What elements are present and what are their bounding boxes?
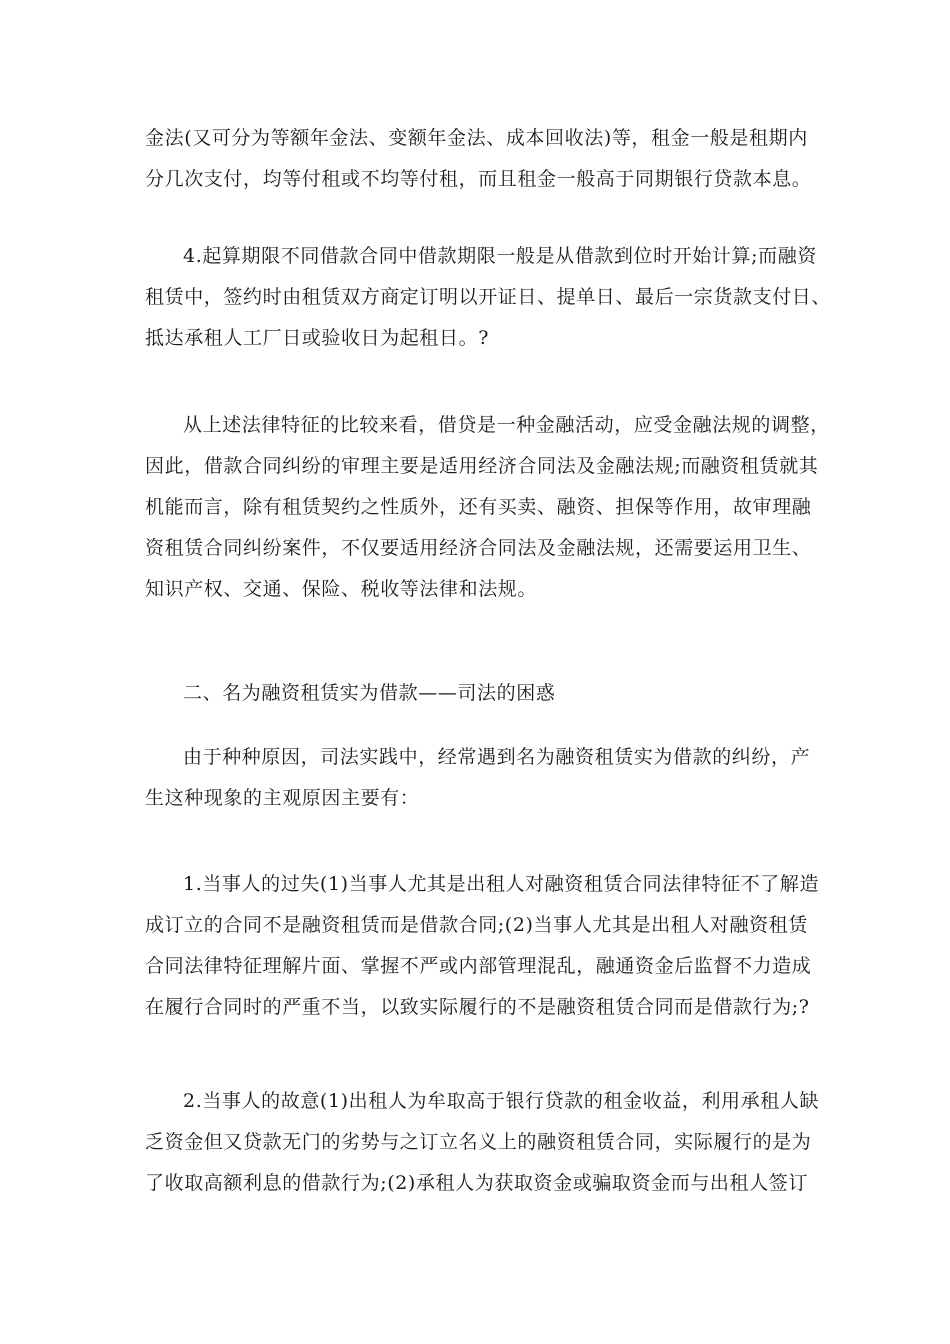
- paragraph-start-period: [145, 236, 832, 359]
- section-heading: [145, 673, 810, 714]
- text-line: 1.当事人的过失(1)当事人尤其是出租人对融资租赁合同法律特征不了解造: [183, 873, 820, 895]
- text-line: 知识产权、交通、保险、税收等法律和法规。: [145, 578, 538, 600]
- paragraph-causes-intro: [145, 737, 810, 819]
- text-line: 从上述法律特征的比较来看，借贷是一种金融活动，应受金融法规的调整，: [183, 414, 830, 436]
- text-line: 租赁中，签约时由租赁双方商定订明以开证日、提单日、最后一宗货款支付日、: [145, 286, 832, 308]
- text-line: 4.起算期限不同借款合同中借款期限一般是从借款到位时开始计算;而融资: [183, 245, 817, 267]
- text-line: 乏资金但又贷款无门的劣势与之订立名义上的融资租赁合同，实际履行的是为: [145, 1131, 812, 1153]
- text-line: 由于种种原因，司法实践中，经常遇到名为融资租赁实为借款的纠纷，产: [183, 746, 811, 768]
- text-line: 2.当事人的故意(1)出租人为牟取高于银行贷款的租金收益，利用承租人缺: [183, 1090, 820, 1112]
- text-line: 了收取高额利息的借款行为;(2)承租人为获取资金或骗取资金而与出租人签订: [145, 1172, 808, 1194]
- text-line: 成订立的合同不是融资租赁而是借款合同;(2)当事人尤其是出租人对融资租赁: [145, 914, 808, 936]
- paragraph-annuity-method: [145, 118, 810, 200]
- heading-line: 二、名为融资租赁实为借款——司法的困惑: [183, 682, 556, 704]
- text-line: 在履行合同时的严重不当，以致实际履行的不是融资租赁合同而是借款行为;?: [145, 996, 810, 1018]
- text-line: 金法(又可分为等额年金法、变额年金法、成本回收法)等，租金一般是租期内: [145, 127, 808, 149]
- text-line: 合同法律特征理解片面、掌握不严或内部管理混乱，融通资金后监督不力造成: [145, 955, 812, 977]
- text-line: 分几次支付，均等付租或不均等付租，而且租金一般高于同期银行贷款本息。: [145, 168, 812, 190]
- text-line: 生这种现象的主观原因主要有：: [145, 787, 420, 809]
- text-line: 资租赁合同纠纷案件，不仅要适用经济合同法及金融法规，还需要运用卫生、: [145, 537, 812, 559]
- text-line: 机能而言，除有租赁契约之性质外，还有买卖、融资、担保等作用，故审理融: [145, 496, 812, 518]
- paragraph-negligence: [145, 864, 820, 1028]
- text-line: 抵达承租人工厂日或验收日为起租日。?: [145, 327, 489, 349]
- paragraph-intent: [145, 1081, 820, 1204]
- text-line: 因此，借款合同纠纷的审理主要是适用经济合同法及金融法规;而融资租赁就其: [145, 455, 819, 477]
- paragraph-comparison: [145, 405, 830, 610]
